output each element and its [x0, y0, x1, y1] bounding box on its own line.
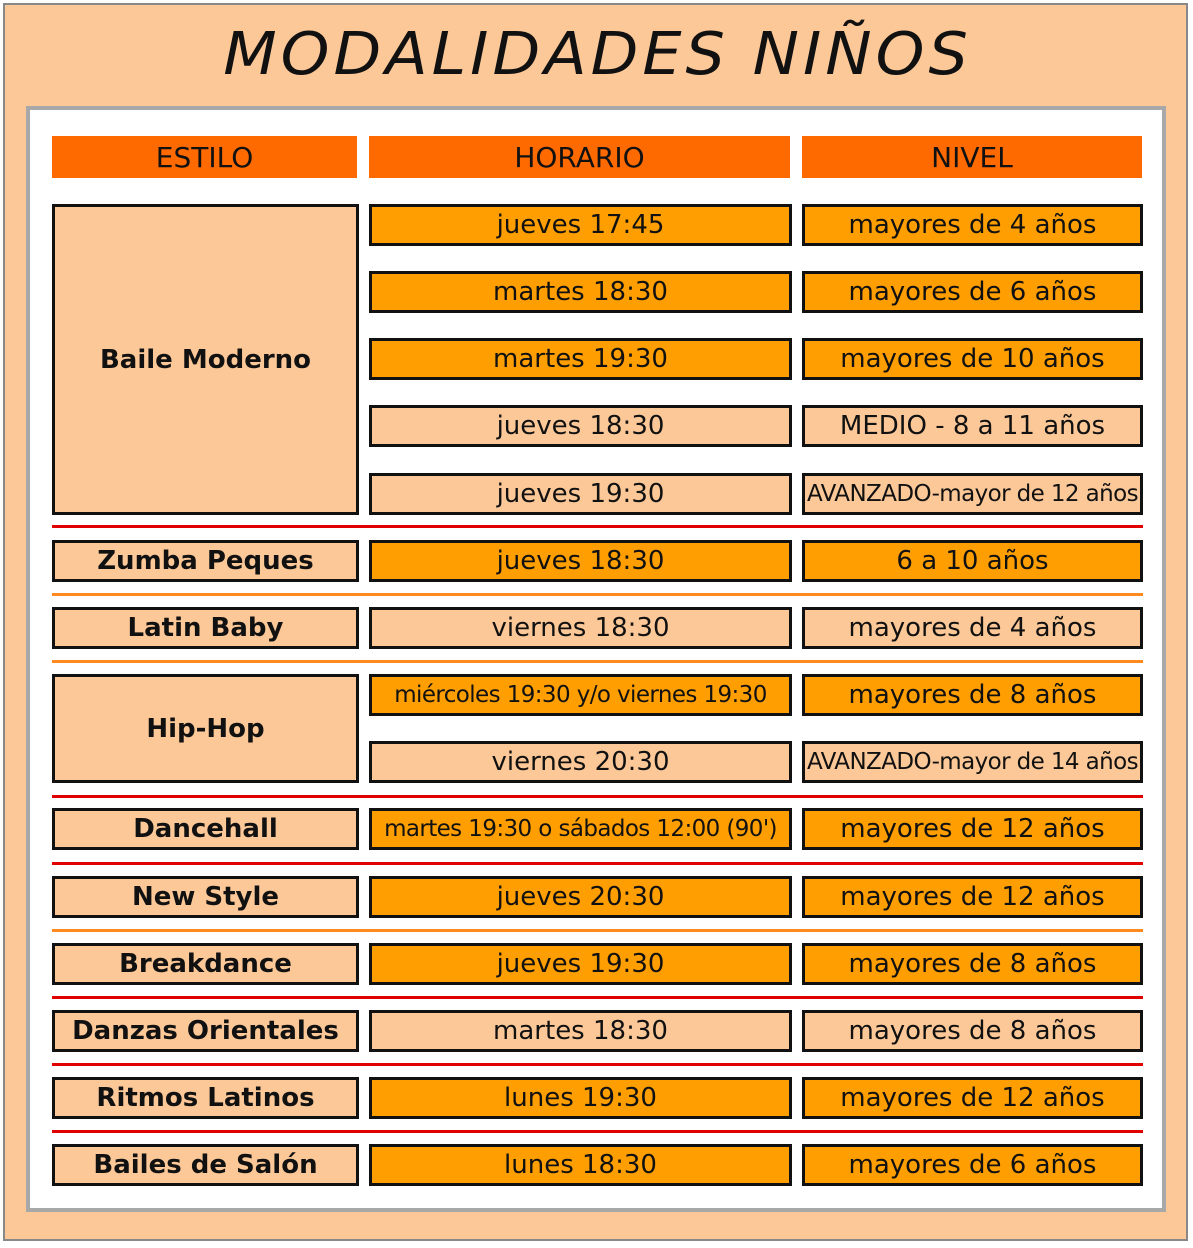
header-horario: HORARIO: [369, 136, 790, 178]
nivel-cell: mayores de 12 años: [802, 876, 1143, 918]
horario-cell: martes 18:30: [369, 1010, 792, 1052]
nivel-cell: AVANZADO-mayor de 14 años: [802, 741, 1143, 783]
style-new-style: New Style: [52, 876, 359, 918]
nivel-cell: AVANZADO-mayor de 12 años: [802, 473, 1143, 515]
separator-line: [52, 795, 1143, 798]
separator-line: [52, 929, 1143, 932]
nivel-cell: mayores de 12 años: [802, 1077, 1143, 1119]
style-bailes-salon: Bailes de Salón: [52, 1144, 359, 1186]
horario-cell: jueves 20:30: [369, 876, 792, 918]
nivel-cell: mayores de 8 años: [802, 674, 1143, 716]
horario-cell: martes 18:30: [369, 271, 792, 313]
style-baile-moderno: Baile Moderno: [52, 204, 359, 515]
style-hip-hop: Hip-Hop: [52, 674, 359, 783]
separator-line: [52, 525, 1143, 528]
horario-cell: jueves 18:30: [369, 405, 792, 447]
separator-line: [52, 593, 1143, 596]
horario-cell: lunes 19:30: [369, 1077, 792, 1119]
nivel-cell: mayores de 4 años: [802, 204, 1143, 246]
style-breakdance: Breakdance: [52, 943, 359, 985]
horario-cell: martes 19:30: [369, 338, 792, 380]
horario-cell: jueves 19:30: [369, 473, 792, 515]
header-nivel: NIVEL: [802, 136, 1142, 178]
nivel-cell: mayores de 10 años: [802, 338, 1143, 380]
horario-cell: miércoles 19:30 y/o viernes 19:30: [369, 674, 792, 716]
nivel-cell: mayores de 8 años: [802, 943, 1143, 985]
nivel-cell: mayores de 8 años: [802, 1010, 1143, 1052]
style-ritmos-latinos: Ritmos Latinos: [52, 1077, 359, 1119]
horario-cell: viernes 20:30: [369, 741, 792, 783]
nivel-cell: MEDIO - 8 a 11 años: [802, 405, 1143, 447]
header-estilo: ESTILO: [52, 136, 357, 178]
nivel-cell: mayores de 6 años: [802, 1144, 1143, 1186]
separator-line: [52, 862, 1143, 865]
separator-line: [52, 660, 1143, 663]
style-latin-baby: Latin Baby: [52, 607, 359, 649]
page-title: MODALIDADES NIÑOS: [223, 18, 972, 89]
nivel-cell: mayores de 4 años: [802, 607, 1143, 649]
separator-line: [52, 996, 1143, 999]
separator-line: [52, 1063, 1143, 1066]
horario-cell: viernes 18:30: [369, 607, 792, 649]
horario-cell: jueves 17:45: [369, 204, 792, 246]
style-danzas-orientales: Danzas Orientales: [52, 1010, 359, 1052]
separator-line: [52, 1130, 1143, 1133]
style-zumba-peques: Zumba Peques: [52, 540, 359, 582]
horario-cell: jueves 18:30: [369, 540, 792, 582]
horario-cell: martes 19:30 o sábados 12:00 (90'): [369, 808, 792, 850]
nivel-cell: mayores de 6 años: [802, 271, 1143, 313]
horario-cell: jueves 19:30: [369, 943, 792, 985]
style-dancehall: Dancehall: [52, 808, 359, 850]
horario-cell: lunes 18:30: [369, 1144, 792, 1186]
nivel-cell: mayores de 12 años: [802, 808, 1143, 850]
nivel-cell: 6 a 10 años: [802, 540, 1143, 582]
